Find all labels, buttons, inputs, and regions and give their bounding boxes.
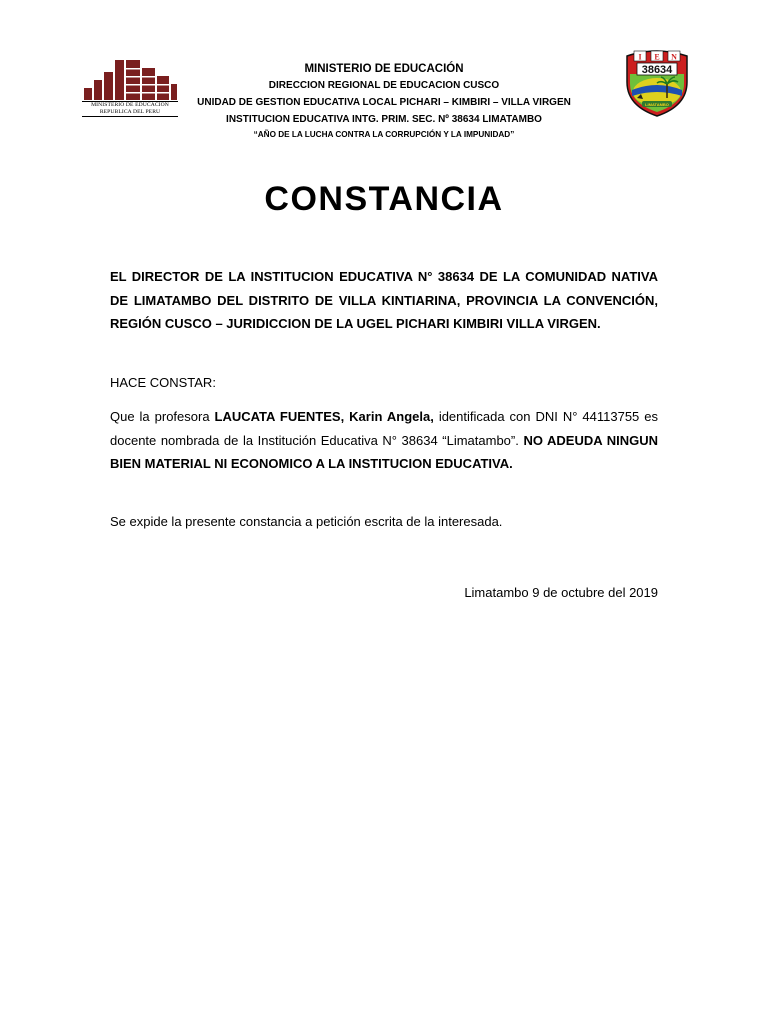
ministry-bars-icon [82,58,178,100]
ministry-logo-caption [82,102,178,115]
crest-letter-2: E [654,52,660,62]
teacher-name: LAUCATA FUENTES, Karin Angela, [214,409,434,424]
letterhead [170,62,598,142]
school-crest [623,48,691,118]
ministry-logo-line1: MINISTERIO DE EDUCACION [91,102,169,108]
ministry-name: MINISTERIO DE EDUCACIÓN [304,63,464,75]
intro-paragraph: EL DIRECTOR DE LA INSTITUCION EDUCATIVA N° 38634 DE LA COMUNIDAD NATIVA DE LIMATAMBO DEL DISTRITO DE VILLA KINTIARINA, PROVINCIA LA CONVENCIÓN, REGIÓN CUSCO – JURIDICCION DE LA UGEL PICHARI KIMBIRI VILLA VIRGEN. [110,269,658,331]
crest-ribbon: LIMATAMBO [645,101,669,107]
cert-text-b: identificada con DNI N° 44113755 es docente nombrada de la Institución Educativa N° 38634 “Limatambo”. [110,409,658,448]
institution-name: INSTITUCION EDUCATIVA INTG. PRIM. SEC. Nº 38634 LIMATAMBO [226,114,542,125]
year-motto: “AÑO DE LA LUCHA CONTRA LA CORRUPCIÓN Y LA IMPUNIDAD” [253,130,515,139]
crest-letter-1: I [638,52,642,62]
regional-direction: DIRECCION REGIONAL DE EDUCACION CUSCO [268,80,500,91]
ministry-logo [82,58,178,122]
no-debt-statement: NO ADEUDA NINGUN BIEN MATERIAL NI ECONOMICO A LA INSTITUCION EDUCATIVA. [110,432,658,471]
cert-text-a: Que la profesora [110,409,215,424]
crest-number: 38634 [641,64,673,76]
crest-letter-3: N [671,52,677,62]
hace-constar: HACE CONSTAR: [110,375,216,390]
school-crest-icon [623,48,691,118]
ugel-name: UNIDAD DE GESTION EDUCATIVA LOCAL PICHARI – KIMBIRI – VILLA VIRGEN [197,97,571,108]
issuance-paragraph: Se expide la presente constancia a petición escrita de la interesada. [110,514,503,529]
ministry-logo-line2: REPUBLICA DEL PERU [99,108,161,115]
certification-paragraph [110,405,658,476]
issue-date: Limatambo 9 de octubre del 2019 [464,585,658,600]
document-title: CONSTANCIA [264,180,504,218]
